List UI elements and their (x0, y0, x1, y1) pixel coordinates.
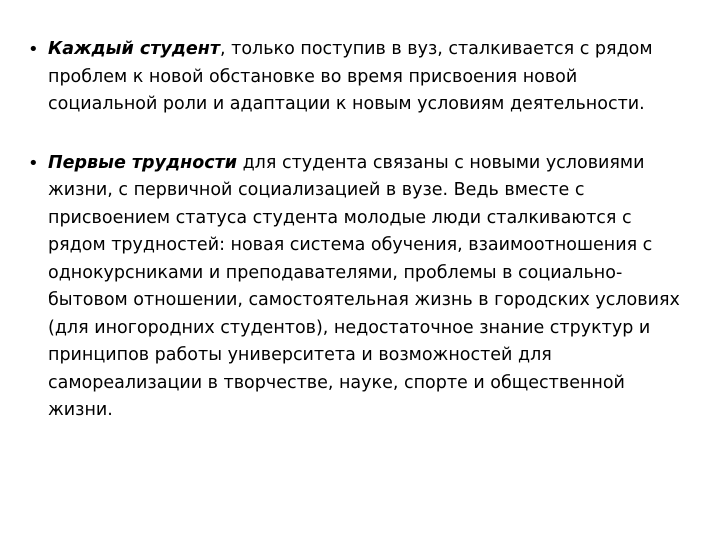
bullet-body-text: для студента связаны с новыми условиями жизни, с первичной социализацией в вузе. Ведь вместе с присвоением статуса студента молодые люди сталкиваются с рядом трудностей: новая система обучения, взаимоотношения с однокурсниками и преподавателями, проблемы в социально-бытовом отношении, самостоятельная жизнь в городских условиях (для иногородних студентов), недостаточное знание структур и принципов работы университета и возможностей для самореализации в творчестве, науке, спорте и общественной жизни. (48, 152, 680, 420)
bullet-item-first-difficulties (28, 150, 692, 425)
bullet-body-text: , только поступив в вуз, сталкивается с рядом проблем к новой обстановке во время присвоения новой социальной роли и адаптации к новым условиям деятельности. (48, 39, 653, 114)
bullet-item-first-student (28, 36, 692, 119)
bullet-lead-text: Каждый студент (48, 39, 221, 59)
bullet-list (28, 36, 692, 425)
bullet-marker: • (28, 39, 39, 60)
bullet-lead-text: Первые трудности (48, 152, 238, 173)
bullet-marker: • (28, 152, 39, 174)
